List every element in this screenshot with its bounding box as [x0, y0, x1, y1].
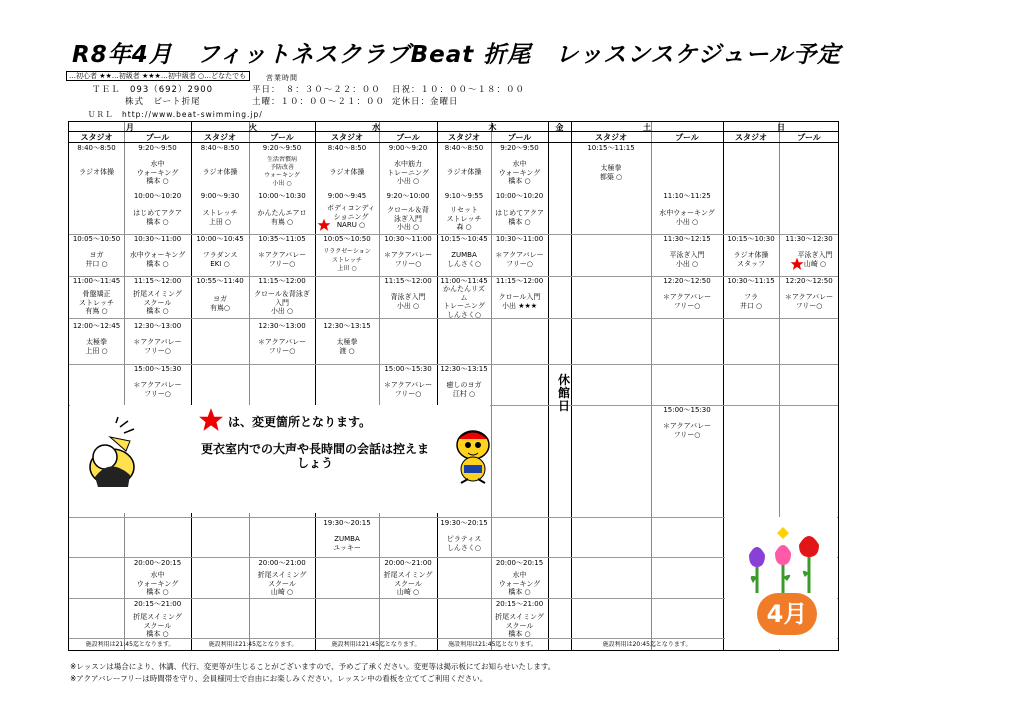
lesson-info: ラジオ体操: [202, 168, 238, 176]
lesson-info: 生活習慣病 予防改善 ウォーキング 小出 ○: [264, 156, 300, 187]
lesson-info: 水中ウォーキング 小出 ○: [659, 209, 715, 226]
lesson-info: ヨガ 有嶌○: [209, 295, 231, 312]
month-illustration: [725, 517, 837, 649]
lesson-time: 12:30～13:15: [440, 365, 488, 373]
facility-note: 施設利用は21:45迄となります。: [85, 641, 175, 648]
weekday-hours: 平日： ８：３０～２２：００: [252, 85, 381, 95]
day-header-tue: 火: [249, 123, 257, 132]
day-header-wed: 水: [372, 123, 380, 132]
lesson-time: 11:15～12:00: [258, 277, 306, 285]
mascot-illustration: [450, 425, 496, 487]
lesson-info: 太極拳 上田 ○: [85, 338, 108, 355]
lesson-time: 10:15～10:30: [727, 235, 775, 243]
lesson-info: 背泳ぎ入門 小出 ○: [390, 293, 426, 310]
footer-notes: [70, 661, 555, 685]
lesson-info: かんたんリズ ム トレーニング しんさく○: [443, 285, 485, 318]
lesson-info: ＊アクアバレー フリー○: [257, 251, 307, 268]
lesson-time: 15:00～15:30: [384, 365, 432, 373]
lesson-info: ラジオ体操: [79, 168, 114, 176]
lesson-time: 8:40～8:50: [444, 144, 484, 152]
lesson-time: 15:00～15:30: [663, 406, 711, 414]
lesson-time: 15:00～15:30: [133, 365, 182, 373]
lesson-time: 20:15～21:00: [495, 600, 544, 608]
lesson-time: 10:00～10:30: [258, 192, 306, 200]
notice-panel: [70, 405, 490, 513]
lesson-time: 11:15～12:00: [384, 277, 432, 285]
lesson-info: 折尾スイミング スクール 橋本 ○: [133, 613, 182, 638]
closed-day-label: 休 館 日: [557, 373, 570, 413]
saturday-hours: 土曜：１０：００～２１：００: [252, 97, 386, 107]
lesson-time: 20:00～20:15: [133, 559, 182, 567]
lesson-time: 12:30～13:15: [323, 322, 371, 330]
lesson-time: 20:00～21:00: [258, 559, 306, 567]
day-header-sat: 土: [643, 123, 651, 132]
lesson-time: 19:30～20:15: [440, 519, 488, 527]
lesson-info: クロール＆背 泳ぎ入門 小出 ○: [387, 206, 429, 231]
studio-header: スタジオ: [80, 133, 113, 142]
lesson-info: 折尾スイミング スクール 山崎 ○: [383, 571, 433, 596]
lesson-time: 12:30～13:00: [258, 322, 306, 330]
day-header-mon: 月: [126, 123, 134, 132]
studio-header: スタジオ: [595, 133, 627, 142]
lesson-info: リセット ストレッチ 森 ○: [446, 206, 482, 231]
lesson-info: 水中 ウォーキング 橋本 ○: [498, 160, 541, 185]
pool-header: プール: [507, 133, 532, 142]
lesson-time: 9:00～9:30: [200, 192, 240, 200]
lesson-info: ＊アクアバレー フリー○: [662, 422, 712, 439]
lesson-time: 8:40～8:50: [200, 144, 240, 152]
lesson-info: 水中筋力 トレーニング 小出 ○: [387, 160, 429, 185]
lesson-time: 11:00～11:45: [440, 277, 488, 285]
lesson-time: 12:00～12:45: [72, 322, 121, 330]
lesson-time: 10:00～10:20: [495, 192, 544, 200]
lesson-time: 19:30～20:15: [323, 519, 371, 527]
lesson-info: クロール入門 小出 ★★★: [498, 293, 541, 310]
lesson-info: ＊アクアバレー フリー○: [133, 338, 182, 355]
lesson-time: 9:10～9:55: [444, 192, 484, 200]
lesson-time: 9:00～9:20: [388, 144, 428, 152]
lesson-info: ラジオ体操: [329, 168, 365, 176]
lesson-info: 水中 ウォーキング 橋本 ○: [136, 160, 179, 185]
facility-note: 施設利用は21:45迄となります。: [331, 641, 421, 648]
star-notice: は、変更箇所となります。: [228, 415, 372, 429]
lesson-info: クロール＆背泳ぎ 入門 小出 ○: [254, 290, 310, 315]
club-name: 株式 ビート折尾: [125, 97, 201, 107]
month-badge: 4月: [757, 593, 817, 635]
studio-header: スタジオ: [448, 133, 480, 142]
lesson-time: 10:00～10:45: [196, 235, 244, 243]
lesson-time: 10:30～11:00: [133, 235, 182, 243]
lesson-info: 太極拳 渡 ○: [336, 338, 358, 355]
lesson-info: ＊アクアバレー フリー○: [383, 381, 433, 398]
lesson-time: 11:00～11:45: [72, 277, 121, 285]
lesson-info: フラダンス EKI ○: [202, 251, 238, 268]
lesson-time: 12:30～13:00: [133, 322, 182, 330]
lesson-time: 9:20～9:50: [500, 144, 539, 152]
studio-header: スタジオ: [735, 133, 767, 142]
facility-note: 施設利用は20:45迄となります。: [602, 641, 692, 648]
lesson-info: はじめてアクア 橋本 ○: [133, 209, 182, 226]
lesson-info: ＊アクアバレー フリー○: [133, 381, 182, 398]
lesson-info: 癒しのヨガ 江村 ○: [446, 381, 482, 398]
lesson-info: 折尾スイミング スクール 橋本 ○: [495, 613, 544, 638]
lesson-time: 11:30～12:15: [663, 235, 711, 243]
hours-label: 営業時間: [266, 74, 298, 82]
lesson-info: ＊アクアバレー フリー○: [784, 293, 834, 310]
lesson-info: ZUMBA しんさく○: [446, 251, 482, 268]
lesson-info: 折尾スイミング スクール 山崎 ○: [257, 571, 307, 596]
lesson-info: ヨガ 井口 ○: [85, 251, 108, 268]
footer-note: ※レッスンは場合により、休講、代行、変更等が生じることがございますので、予めご了承ください。変更等は掲示板にてお知らせいたします。: [70, 662, 556, 671]
lesson-time: 20:15～21:00: [133, 600, 182, 608]
day-header-thu: 木: [488, 123, 497, 132]
change-star-icon: [790, 257, 804, 271]
page-title: R8年4月 フィットネスクラブBeat 折尾 レッスンスケジュール予定: [72, 42, 841, 68]
lesson-time: 12:20～12:50: [663, 277, 711, 285]
lesson-time: 20:00～20:15: [495, 559, 544, 567]
lesson-time: 20:00～21:00: [384, 559, 432, 567]
lesson-time: 10:30～11:00: [495, 235, 544, 243]
lesson-info: ＊アクアバレー フリー○: [383, 251, 433, 268]
day-header-sun: 日: [777, 123, 785, 132]
lesson-info: 折尾スイミング スクール 橋本 ○: [133, 290, 182, 315]
lesson-info: ＊アクアバレー フリー○: [495, 251, 544, 268]
lesson-info: ラジオ体操 スタッフ: [733, 251, 769, 268]
schedule-table: [68, 121, 839, 651]
tulips-illustration: [743, 527, 825, 595]
lesson-info: 骨盤矯正 ストレッチ 有嶌 ○: [79, 290, 114, 315]
level-legend: …初心者 ★★…初級者 ★★★…初中級者 ○…どなたでも: [66, 71, 250, 81]
pool-header: プール: [145, 133, 170, 142]
facility-note: 施設利用は21:45迄となります。: [208, 641, 298, 648]
lesson-info: ストレッチ 上田 ○: [202, 209, 238, 226]
lesson-info: リラクゼーション ストレッチ 上田 ○: [323, 248, 371, 272]
pool-header: プール: [270, 133, 294, 142]
pool-header: プール: [675, 133, 699, 142]
lesson-time: 8:40～8:50: [77, 144, 116, 152]
lesson-info: かんたんエアロ 有嶌 ○: [257, 209, 307, 226]
manners-message: 更衣室内での大声や長時間の会話は控えましょう: [200, 442, 429, 470]
talking-people-illustration: [80, 417, 140, 489]
lesson-info: 平泳ぎ入門 山崎 ○: [797, 251, 833, 268]
tel: ＴＥＬ 093（692）2900: [92, 85, 214, 95]
lesson-info: ZUMBA ユッキー: [333, 535, 361, 552]
facility-note: 施設利用は21:45迄となります。: [448, 641, 537, 648]
lesson-info: ラジオ体操: [446, 168, 482, 176]
lesson-info: 平泳ぎ入門 小出 ○: [669, 251, 705, 268]
lesson-info: ピラティス しんさく○: [446, 535, 482, 552]
star-icon: [198, 407, 224, 433]
lesson-info: ＊アクアバレー フリー○: [662, 293, 712, 310]
lesson-time: 10:05～10:50: [72, 235, 121, 243]
lesson-time: 9:00～9:45: [327, 192, 367, 200]
lesson-info: 太極拳 都築 ○: [599, 164, 623, 181]
lesson-time: 10:35～11:05: [258, 235, 306, 243]
lesson-info: ＊アクアバレー フリー○: [257, 338, 307, 355]
lesson-time: 12:20～12:50: [785, 277, 833, 285]
lesson-info: はじめてアクア 橋本 ○: [495, 209, 544, 226]
lesson-info: ボディコンディ ショニング NARU ○: [327, 204, 375, 229]
holiday-hours: 日祝：１０：００～１８：００: [392, 85, 526, 95]
lesson-time: 11:30～12:30: [785, 235, 833, 243]
day-header-fri: 金: [555, 123, 564, 132]
footer-note: ※アクアバレーフリーは時間帯を守り、会員様同士で自由にお楽しみください。レッスン中の看板を立ててご利用ください。: [70, 674, 488, 683]
pool-header: プール: [396, 133, 420, 142]
lesson-info: フラ 井口 ○: [739, 293, 763, 310]
lesson-time: 11:15～12:00: [495, 277, 544, 285]
url: ＵＲＬ http://www.beat-swimming.jp/: [88, 110, 263, 119]
studio-header: スタジオ: [204, 133, 236, 142]
lesson-info: 水中ウォーキング 橋本 ○: [129, 251, 186, 268]
lesson-time: 10:30～11:00: [384, 235, 432, 243]
lesson-time: 9:20～10:00: [386, 192, 430, 200]
lesson-time: 11:10～11:25: [663, 192, 711, 200]
lesson-time: 10:55～11:40: [196, 277, 244, 285]
closed-day: 定休日：金曜日: [392, 97, 459, 107]
lesson-info: 水中 ウォーキング 橋本 ○: [136, 571, 179, 596]
change-star-icon: [317, 218, 331, 232]
lesson-time: 10:00～10:20: [133, 192, 182, 200]
lesson-info: 水中 ウォーキング 橋本 ○: [498, 571, 541, 596]
lesson-time: 8:40～8:50: [327, 144, 367, 152]
pool-header: プール: [797, 133, 821, 142]
studio-header: スタジオ: [331, 133, 363, 142]
lesson-time: 10:30～11:15: [727, 277, 775, 285]
lesson-time: 10:05～10:50: [323, 235, 371, 243]
lesson-time: 11:15～12:00: [133, 277, 182, 285]
lesson-time: 9:20～9:50: [138, 144, 177, 152]
lesson-time: 10:15～10:45: [440, 235, 488, 243]
lesson-time: 10:15～11:15: [587, 144, 635, 152]
lesson-time: 9:20～9:50: [262, 144, 302, 152]
